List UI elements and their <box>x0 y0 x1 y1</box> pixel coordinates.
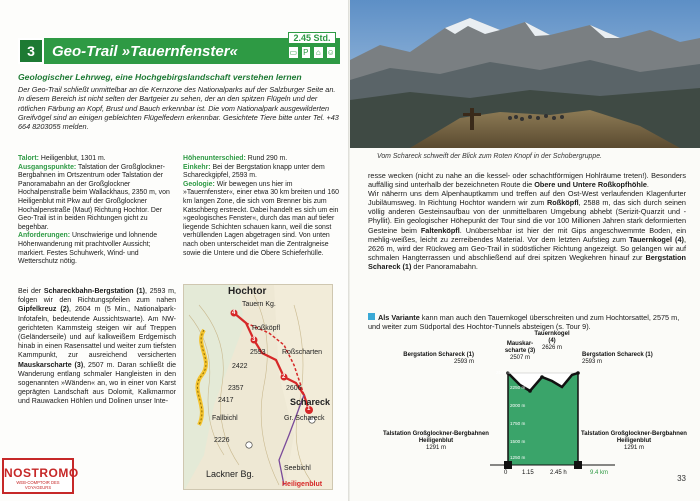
map-label-hochtor: Hochtor <box>228 286 267 297</box>
map-label-2226: 2226 <box>214 437 230 444</box>
map-graphic <box>184 285 333 490</box>
station-mauskarscharte: Mauskar-scharte (3) 2507 m <box>504 341 536 361</box>
duration-box <box>288 32 336 59</box>
variant-note: Als Variante kann man auch den Tauernkogel überschreiten und zum Hochtorsattel, 2575 m, und weiter zum Südportal des Hochtor-Tunnels absteigen (s. Tour 9). <box>368 313 680 332</box>
map-label-2606: 2606 <box>286 385 302 392</box>
x-tick-245: 2.45 h <box>550 470 567 476</box>
route-map <box>183 284 333 490</box>
tour-title-bar <box>18 33 340 64</box>
right-page <box>350 0 700 501</box>
map-label-gr-schareck: Gr. Schareck <box>284 415 325 422</box>
map-label-tauernkogel: Tauern Kg. <box>242 301 276 308</box>
watermark-brand: NOSTROMO <box>4 466 79 480</box>
facts-column-right <box>183 155 340 258</box>
y-tick-1500: 1500 m <box>510 439 526 444</box>
map-marker-2: 2 <box>282 374 286 380</box>
map-label-rosskoepfl: Roßköpfl <box>252 325 281 332</box>
map-label-fallbichl: Fallbichl <box>212 415 238 422</box>
x-tick-0: 0 <box>504 470 508 476</box>
fact-ausgangspunkte: Ausgangspunkte: Talstation der Großglockner-Bergbahnen im Ortszentrum oder Talstation der Panoramabahn an der Großglockner Hochalpenstraße beim Wallackhaus, 2350 m, von Heiligenblut mit Pkw auf der Großglockner Hochalpenstraße (Maut) Richtung Hochtor. Der Geo-Trail ist in beiden Richtungen gicht zu begehbar. <box>18 163 170 231</box>
nostromo-watermark <box>2 458 79 494</box>
y-tick-2250: 2250 m <box>510 385 526 390</box>
distance-label: 9.4 km <box>590 470 609 476</box>
elevation-profile <box>350 331 700 493</box>
duration-badge: 2.45 Std. <box>288 32 336 44</box>
fact-anforderungen: Anforderungen: Unschwierige und lohnende Höhenwanderung mit prachtvoller Aussicht; markiert. Festes Schuhwerk, Wind- und Wetterschutz nötig. <box>18 232 158 266</box>
variant-square-icon <box>368 313 375 320</box>
profile-marker-top: 2606 m <box>496 370 512 375</box>
tour-icons <box>288 46 336 59</box>
intro-text: Der Geo-Trail schließt unmittelbar an die Kernzone des Nationalparks auf der Salzburger Seite an. In diesem Bereich ist nicht selten der Bartgeier zu sehen, der an den spitzen Flügeln und der rötlichen Färbung an Kopf, Brust und Bauch erkennbar ist. Die vom Nationalpark ausgewilderten Greifvögel sind an einigen gebleichten Flügelfedern erkennbar. Gesichtete Tiere bitte unter Tel. +43 664 8203055 melden. <box>18 85 339 132</box>
family-icon: ☺ <box>326 48 335 57</box>
fact-geologie: Geologie: Wir bewegen uns hier im »Tauernfenster«, einer etwa 30 km breiten und 160 km langen Zone, die sich vom Brenner bis zum Katschberg erstreckt. Dabei handelt es sich um ein »geologisches Fenster«, durch das man auf tiefer liegende Schichten schauen kann, weil die sonst verhüllenden Lagen abgetragen sind. Von unten nach oben unterscheidet man die Zentralgneise sowie die Untere und die Obere Schieferhülle. <box>183 180 339 257</box>
map-label-2422: 2422 <box>232 363 248 370</box>
map-marker-1: 1 <box>307 406 311 412</box>
photo-caption: Vom Schareck schweift der Blick zum Roten Knopf in der Schobergruppe. <box>377 153 602 160</box>
route-description: Bei der Schareckbahn-Bergstation (1), 2593 m, folgen wir den Richtungspfeilen zum nahen Gipfelkreuz (2), 2604 m (5 Min., Nationalpark-Infotafeln, bedeutende Aussichtswarte). Am NW-gerichteten Kammsteig steigen wir auf Treppen (Geländerseile) und auf kalkweißem Erdgemisch hinab in einen Rasensattel und weiter zum tiefsten Kammpunkt, zur ausreichend versicherten Mauskarscharte (3), 2507 m. Daran schließt die Wanderung entlang schmaler Hangleisten in den sogenannten »Wänden« an, wo in einer von Karst geprägten Landschaft aus Dolomit, Kalkmarmor und Rauwacken Höhlen und Dolinen unser Inte- <box>18 288 176 406</box>
page-number: 33 <box>677 474 686 483</box>
hut-icon: ⌂ <box>313 46 324 59</box>
map-label-2593: 2593 <box>250 349 266 356</box>
map-label-seebichl: Seebichl <box>284 465 311 472</box>
tour-title: Geo-Trail »Tauernfenster« <box>52 42 238 60</box>
station-right-top: Bergstation Schareck (1) 2593 m <box>582 352 653 365</box>
valley-station-left: Talstation Großglockner-Bergbahnen Heiligenblut 1291 m <box>383 431 489 451</box>
fact-einkehr: Einkehr: Bei der Bergstation knapp unter dem Schareckgipfel, 2593 m. <box>183 163 325 180</box>
fact-talort: Talort: Heiligenblut, 1301 m. <box>18 155 106 162</box>
valley-station-right: Talstation Großglockner-Bergbahnen Heiligenblut 1291 m <box>581 431 687 451</box>
y-tick-1250: 1250 m <box>510 455 526 460</box>
station-left-top: Bergstation Schareck (1) 2593 m <box>403 352 474 365</box>
station-tauernkogel: Tauernkogel (4) 2626 m <box>534 331 570 351</box>
parking-icon: P <box>301 46 312 59</box>
map-marker-3: 3 <box>252 337 256 343</box>
bus-icon: ▭ <box>289 48 298 57</box>
watermark-subtitle: WEB-COMPTOIR DES VOYAGEURS <box>16 480 60 490</box>
right-body-text: resse wecken (nicht zu nahe an die kessel- oder schachtförmigen Hohlräume treten!). Besonders auffällig sind unterhalb der bezeichneten Route die Obere und Untere Roßkopfhöhle. Wir näherrn uns dem Alpenhauptkamm und treffen auf den Ost-West verlaufenden Klagenfurter Jubiläumsweg. In Richtung Hochtor wandern wir zum Roßköpfl, 2588 m, das sich durch seinen völlig anderen Gesteinsaufbau von der unmittelbaren Umgebung abhebt (Serizit-Quarzit und -Phyllit). Ein geologischer Höhepunkt der Tour sind die vor 100 Millionen Jahren stark deformierten Gesteine beim Faltenköpfl. Unübersehbar ist hier der mit Gips angeschwemmte Boden, ein mehlig-weißes, leicht zu zerreibendes Material. Vor dem letzten Aufstieg zum Tauernkogel (4), 2626 m, wird der Rückweg am Geo-Trail in südöstlicher Richtung angezeigt. So gelangen wir auf schmalen Hangterrassen und abschließend auf drei spitzen Wegkehren hinauf zur Bergstation Schareck (1) der Panoramabahn. <box>368 171 686 271</box>
y-tick-2000: 2000 m <box>510 403 526 408</box>
map-label-schareck: Schareck <box>290 397 331 407</box>
map-label-2357: 2357 <box>228 385 244 392</box>
x-tick-115: 1.15 <box>522 470 534 476</box>
map-label-heiligenblut: Heiligenblut <box>282 481 323 488</box>
map-label-2417: 2417 <box>218 397 234 404</box>
tour-number: 3 <box>18 38 44 64</box>
map-label-lackner: Lackner Bg. <box>206 469 255 479</box>
y-tick-1750: 1750 m <box>510 421 526 426</box>
mountain-photo <box>350 0 700 148</box>
fact-hoehenunterschied: Höhenunterschied: Rund 290 m. <box>183 155 288 162</box>
tour-subtitle: Geologischer Lehrweg, eine Hochgebirgslandschaft verstehen lernen <box>18 72 302 82</box>
facts-column-left <box>18 155 178 267</box>
map-label-rossscharten: Roßscharten <box>282 349 323 356</box>
map-marker-4: 4 <box>232 310 236 316</box>
